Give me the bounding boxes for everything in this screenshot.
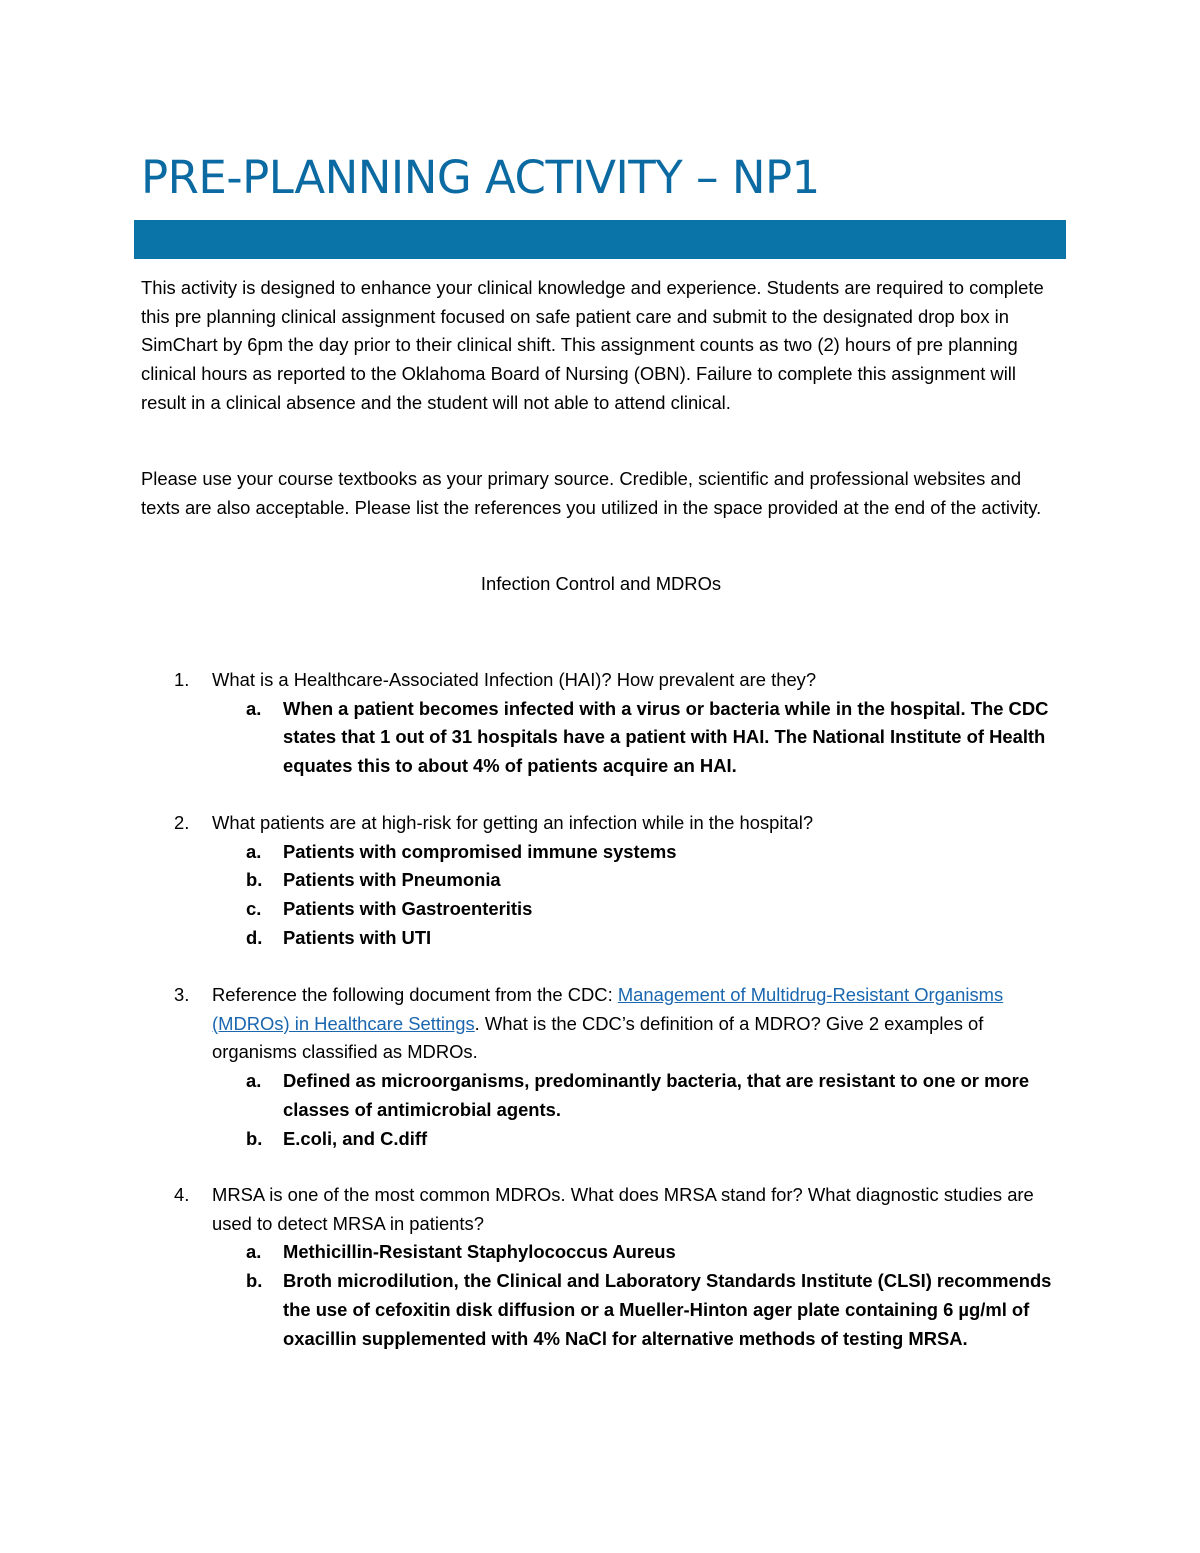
question-text [212,981,1062,1067]
answer-letter: d. [246,926,263,948]
answer-item [0,924,1200,953]
question-text-tail: . What is the CDC’s definition of a MDRO? Give 2 examples of organisms classified as MDROs. [212,1012,984,1063]
answer-letter: c. [246,898,262,920]
answer-text: Broth microdilution, the Clinical and Laboratory Standards Institute (CLSI) recommends the use of cefoxitin disk diffusion or a Mueller-Hinton ager plate containing 6 µg/ml of oxacillin supplemented with 4% NaCl for alternative methods of testing MRSA. [283,1270,1052,1349]
answer-letter: b. [246,1127,263,1149]
title-accent-bar [134,220,1066,259]
answer-text: Patients with UTI [283,926,432,948]
cdc-document-link[interactable]: Management of Multidrug-Resistant Organisms (MDROs) in Healthcare Settings [212,984,1004,1034]
question-1 [0,666,1200,781]
question-2 [0,809,1200,953]
question-text: MRSA is one of the most common MDROs. What does MRSA stand for? What diagnostic studies are used to detect MRSA in patients? [212,1184,1034,1234]
answer-item [0,1067,1200,1124]
answer-item [0,895,1200,924]
page-title: PRE-PLANNING ACTIVITY – NP1 [141,151,820,204]
question-4 [0,1181,1200,1353]
answer-item [0,838,1200,867]
answer-text: Patients with Pneumonia [283,869,501,891]
answer-letter: a. [246,840,262,862]
answer-text: Patients with compromised immune systems [283,840,677,862]
answer-list [0,1238,1200,1353]
answer-item [0,1238,1200,1267]
answer-item [0,1267,1200,1353]
answer-text: Methicillin-Resistant Staphylococcus Aureus [283,1241,676,1263]
answer-letter: a. [246,697,262,719]
sources-paragraph: Please use your course textbooks as your primary source. Credible, scientific and professional websites and texts are also acceptable. Please list the references you utilized in the space provided at the end of the activity. [141,468,1042,518]
answer-letter: b. [246,1270,263,1292]
answer-list [0,695,1200,781]
answer-text: E.coli, and C.diff [283,1127,428,1149]
question-text-lead: Reference the following document from the CDC: [212,984,618,1005]
question-number: 4. [174,1184,190,1205]
question-number: 1. [174,669,190,690]
question-number: 3. [174,984,190,1005]
question-number: 2. [174,812,190,833]
answer-list [0,838,1200,953]
answer-text: Defined as microorganisms, predominantly bacteria, that are resistant to one or more classes of antimicrobial agents. [283,1070,1030,1120]
answer-item [0,695,1200,781]
answer-letter: b. [246,869,263,891]
section-heading: Infection Control and MDROs [480,573,722,594]
question-text: What patients are at high-risk for getting an infection while in the hospital? [212,812,814,833]
answer-text: When a patient becomes infected with a virus or bacteria while in the hospital. The CDC states that 1 out of 31 hospitals have a patient with HAI. The National Institute of Health equates this to about 4% of patients acquire an HAI. [283,697,1049,777]
question-text: What is a Healthcare-Associated Infection (HAI)? How prevalent are they? [212,669,817,690]
answer-item [0,1125,1200,1154]
intro-paragraph: This activity is designed to enhance your clinical knowledge and experience. Students are required to complete this pre planning clinical assignment focused on safe patient care and submit to the designated drop box in SimChart by 6pm the day prior to their clinical shift. This assignment counts as two (2) hours of pre planning clinical hours as reported to the Oklahoma Board of Nursing (OBN). Failure to complete this assignment will result in a clinical absence and the student will not able to attend clinical. [141,277,1044,413]
answer-text: Patients with Gastroenteritis [283,898,533,920]
answer-letter: a. [246,1070,262,1092]
answer-list [0,1067,1200,1153]
question-3 [0,981,1200,1153]
answer-letter: a. [246,1241,262,1263]
answer-item [0,866,1200,895]
